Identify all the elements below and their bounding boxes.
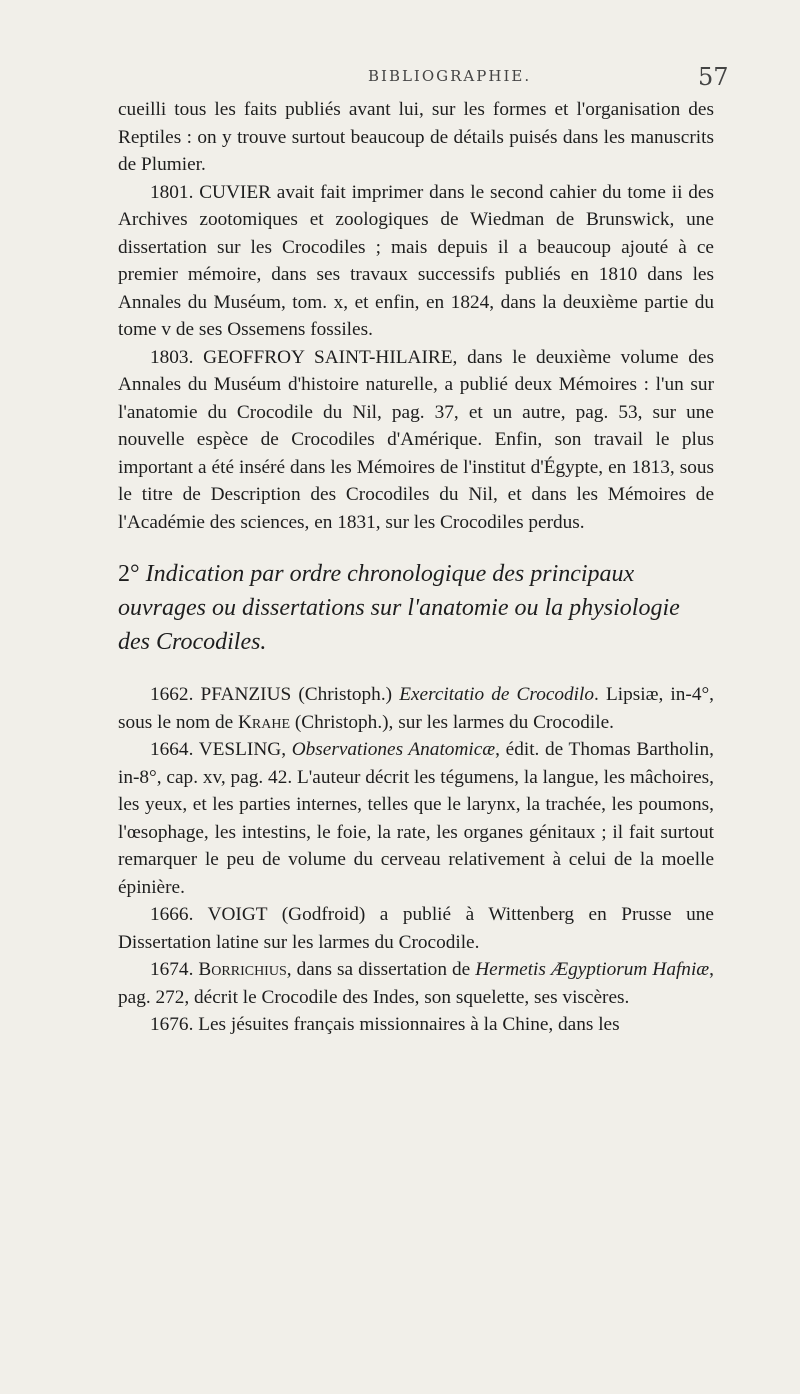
running-head: BIBLIOGRAPHIE. xyxy=(368,67,532,85)
entry-work-title: Exercitatio de Crocodilo xyxy=(399,684,595,705)
entry-author: VOIGT (Godfroid) xyxy=(207,904,366,925)
entry-text: Les jésuites français missionnaires à la Chine, dans les xyxy=(198,1014,620,1035)
entry-text: a publié à Wittenberg en Prusse une Dissertation latine sur les larmes du Crocodile. xyxy=(118,904,714,953)
paragraph-geoffroy: 1803. GEOFFROY SAINT-HILAIRE, dans le deuxième volume des Annales du Muséum d'histoire naturelle, a publié deux Mémoires : l'un sur l'anatomie du Crocodile du Nil, pag. 37, et un autre, pag. 53, sur une nouvelle espèce de Crocodiles d'Amérique. Enfin, son travail le plus important a été inséré dans les Mémoires de l'institut d'Égypte, en 1813, sous le titre de Description des Crocodiles du Nil, et dans les Mémoires de l'Académie des sciences, en 1831, sur les Crocodiles perdus. xyxy=(118,346,714,533)
body-text xyxy=(118,96,714,1039)
page-header xyxy=(0,63,800,91)
entry-text: (Christoph.), sur les larmes du Crocodile. xyxy=(290,711,614,733)
entry-year: 1676. xyxy=(150,1014,194,1035)
section-heading xyxy=(118,557,714,659)
section-number: 2° xyxy=(118,561,140,587)
entry-work-title: Observationes Anatomicæ xyxy=(291,739,496,760)
entry-name: Krahe xyxy=(237,711,291,733)
bibliography-entries xyxy=(118,681,714,1039)
entry-year: 1666. xyxy=(150,904,194,925)
entry-year: 1674. xyxy=(150,959,194,980)
entry-author: VESLING, xyxy=(198,739,287,760)
entry-name: Borrichius xyxy=(198,959,287,980)
paragraph-continuation: cueilli tous les faits publiés avant lui, sur les formes et l'organisation des Reptiles : on y trouve surtout beaucoup de détails puisés dans les manuscrits de Plumier. xyxy=(118,99,714,175)
page-number: 57 xyxy=(698,63,729,91)
bibliography-entry xyxy=(118,1011,714,1039)
entry-text: , dans sa dissertation de xyxy=(286,959,476,980)
bibliography-entry xyxy=(118,901,714,956)
entry-text: . Lipsiæ, in-4°, sous le nom de xyxy=(118,684,714,733)
entry-text: , édit. de Thomas Bartholin, in-8°, cap. xv, pag. 42. L'auteur décrit les tégumens, la langue, les mâchoires, les yeux, et les parties internes, telles que le larynx, la trachée, les poumons, l'œsophage, les intestins, le foie, la rate, les organes génitaux ; il fait surtout remarquer le peu de volume du cerveau relativement à celui de la moelle épinière. xyxy=(118,739,714,898)
entry-work-title: Hermetis Ægyptiorum Hafniæ xyxy=(475,959,710,980)
section-title: Indication par ordre chronologique des principaux ouvrages ou dissertations sur l'anatomie ou la physiologie des Crocodiles. xyxy=(118,561,680,655)
bibliography-entry xyxy=(118,681,714,736)
entry-year: 1664. xyxy=(150,739,194,760)
entry-author: PFANZIUS (Christoph.) xyxy=(200,684,393,705)
paragraph-cuvier: 1801. CUVIER avait fait imprimer dans le second cahier du tome ii des Archives zootomiques et zoologiques de Wiedman de Brunswick, une dissertation sur les Crocodiles ; mais depuis il a beaucoup ajouté à ce premier mémoire, dans ses travaux successifs publiés en 1810 dans les Annales du Muséum, tom. x, et enfin, en 1824, dans la deuxième partie du tome v de ses Ossemens fossiles. xyxy=(118,181,714,340)
entry-text: , pag. 272, décrit le Crocodile des Indes, son squelette, ses viscères. xyxy=(118,959,714,1008)
bibliography-entry xyxy=(118,956,714,1011)
bibliography-entry xyxy=(118,736,714,901)
entry-year: 1662. xyxy=(150,684,194,705)
